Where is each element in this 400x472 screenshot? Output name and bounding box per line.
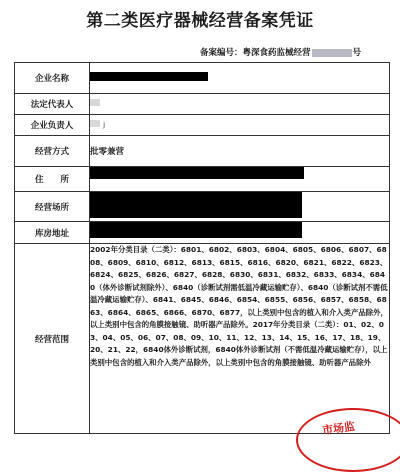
residence-value xyxy=(90,167,390,192)
certificate-table xyxy=(14,62,390,434)
reg-no-redaction xyxy=(312,49,352,57)
residence-label: 住 所 xyxy=(15,167,90,192)
reg-no-suffix: 号 xyxy=(352,48,362,58)
document-title: 第二类医疗器械经营备案凭证 xyxy=(86,11,314,31)
warehouse-redaction xyxy=(90,222,302,238)
company-name-redaction xyxy=(90,72,208,81)
business-site-value xyxy=(90,192,390,222)
business-mode-label: 经营方式 xyxy=(15,136,90,167)
person-in-charge-blur xyxy=(90,120,100,127)
residence-redaction xyxy=(90,167,304,179)
row-legal-rep xyxy=(15,94,390,115)
scope-text: 2002年分类目录（二类）：6801、6802、6803、6804、6805、6806、6807、6808、6809、6810、6812、6813、6815、6816、6820、6821、6822、6823、6824、6825、6826、6827、6828、6830、6831、6832、6833、6834、6840（体外诊断试剂除外）、6840（诊断试剂需低温冷藏运输贮存）、6840（诊断试剂不需低温冷藏运输贮存）、6841、6845、6846、6854、6855、6856、6857、6858、6863、6864、6865、6866、6870、6877，以上类别中包含的植入和介入类产品除外，以上类别中包含的角膜接触镜、助听器产品除外。2017年分类目录（二类）：01、02、03、04、05、06、07、08、09、10、11、12、13、14、15、16、17、18、19、20、21、22，6840体外诊断试剂，6840体外诊断试剂（不需低温冷藏运输贮存），以上类别中包含的植入和介入类产品除外，以上类别中包含的角膜接触镜、助听器产品除外 xyxy=(90,244,390,434)
registration-number xyxy=(200,46,396,58)
business-site-redaction xyxy=(90,192,302,218)
row-business-site xyxy=(15,192,390,222)
person-in-charge-label: 企业负责人 xyxy=(15,115,90,136)
reg-no-prefix: 粤深食药监械经营 xyxy=(242,48,311,58)
legal-rep-label: 法定代表人 xyxy=(15,94,90,115)
reg-no-label: 备案编号： xyxy=(200,48,243,58)
legal-rep-blur xyxy=(90,99,100,106)
company-name-value xyxy=(90,63,390,94)
official-seal-text: 市场监 xyxy=(321,419,356,438)
warehouse-value xyxy=(90,222,390,244)
scope-label: 经营范围 xyxy=(15,244,90,434)
row-company-name xyxy=(15,63,390,94)
person-in-charge-tail: j xyxy=(103,121,106,129)
company-name-label: 企业名称 xyxy=(15,63,90,94)
row-person-in-charge xyxy=(15,115,390,136)
row-residence xyxy=(15,167,390,192)
business-mode-value: 批零兼营 xyxy=(90,136,390,167)
row-scope xyxy=(15,244,390,434)
business-site-label: 经营场所 xyxy=(15,192,90,222)
row-business-mode xyxy=(15,136,390,167)
row-warehouse xyxy=(15,222,390,244)
legal-rep-value xyxy=(90,94,390,115)
person-in-charge-value xyxy=(90,115,390,136)
warehouse-label: 库房地址 xyxy=(15,222,90,244)
